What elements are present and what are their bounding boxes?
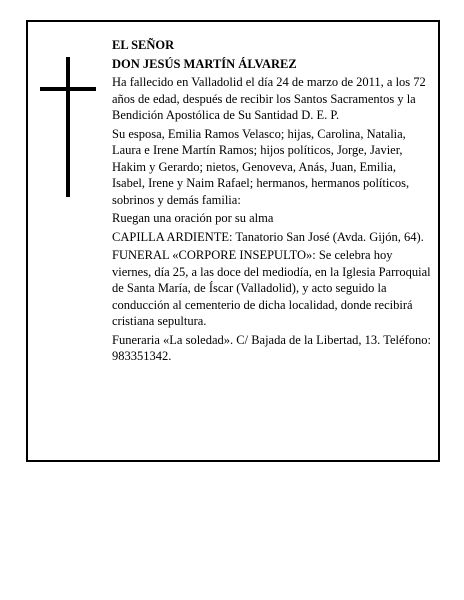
obituary-title: EL SEÑOR	[112, 38, 175, 52]
family-list: Su esposa, Emilia Ramos Velasco; hijas, Carolina, Natalia, Laura e Irene Martín Ramos; hijos políticos, Jorge, Javier, Hakim y Gerardo; nietos, Genoveva, Anás, Juan, Emilia, Isabel, Irene y Naim Rafael; hermanos, hermanos políticos, sobrinos y demás familia:	[112, 126, 410, 207]
deceased-name: DON JESÚS MARTÍN ÁLVAREZ	[112, 56, 297, 71]
obituary-text	[112, 37, 432, 367]
funeral-home-info: Funeraria «La soledad». C/ Bajada de la Libertad, 13. Teléfono: 983351342.	[112, 332, 431, 363]
cross-horizontal-bar	[40, 87, 96, 91]
death-announcement: Ha fallecido en Valladolid el día 24 de marzo de 2011, a los 72 años de edad, después de recibir los Santos Sacramentos y la Bendición Apostólica de Su Santidad D. E. P.	[112, 75, 426, 122]
prayer-request: Ruegan una oración por su alma	[112, 211, 274, 225]
chapel-info: CAPILLA ARDIENTE: Tanatorio San José (Avda. Gijón, 64).	[112, 229, 424, 244]
funeral-info: FUNERAL «CORPORE INSEPULTO»: Se celebra hoy viernes, día 25, a las doce del mediodía, en la Iglesia Parroquial de Santa María, de Íscar (Valladolid), y acto seguido la conducción al cementerio de dicha localidad, donde recibirá cristiana sepultura.	[112, 248, 431, 328]
cross-vertical-bar	[66, 57, 70, 197]
